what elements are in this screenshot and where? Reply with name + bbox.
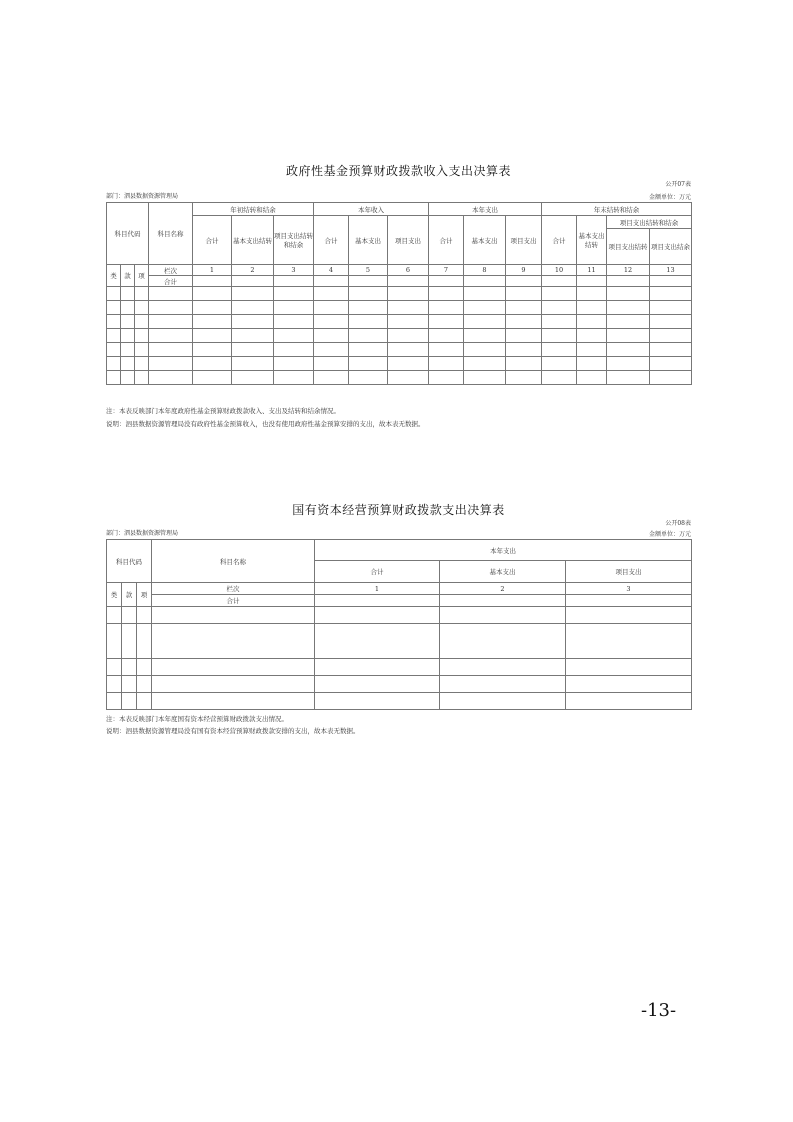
empty-row xyxy=(107,329,121,343)
empty-row xyxy=(107,343,121,357)
col-number: 8 xyxy=(464,265,506,276)
state-capital-table-sheet xyxy=(106,497,691,737)
empty-row xyxy=(107,315,121,329)
col-number: 13 xyxy=(650,265,692,276)
government-fund-table xyxy=(106,202,692,385)
row-label-cell: 栏次 xyxy=(149,265,193,276)
table1-explanation: 说明：泗县数据资源管理局没有政府性基金预算收入，也没有使用政府性基金预算安排的支出，故本表无数据。 xyxy=(106,420,425,428)
end-project-sub-header: 项目支出结转和结余 xyxy=(607,216,692,229)
col-number: 2 xyxy=(440,583,566,595)
expense-total-header: 合计 xyxy=(429,216,464,265)
end-basic-carry-header: 基本支出结转 xyxy=(577,216,607,265)
col-number: 3 xyxy=(274,265,314,276)
col-number: 4 xyxy=(314,265,349,276)
table1-title: 政府性基金预算财政拨款收入支出决算表 xyxy=(285,164,511,178)
table1-unit: 金额单位：万元 xyxy=(648,194,691,201)
col-number: 3 xyxy=(566,583,692,595)
subject-code-header: 科目代码 xyxy=(107,540,152,583)
row-label-cell: 栏次 xyxy=(152,583,315,595)
begin-total-header: 合计 xyxy=(193,216,232,265)
table1-code: 公开07表 xyxy=(665,181,691,188)
col-number: 1 xyxy=(193,265,232,276)
end-project-surplus-header: 项目支出结余 xyxy=(650,229,692,265)
col-number: 1 xyxy=(315,583,440,595)
expense-basic-header: 基本支出 xyxy=(440,561,566,583)
xiang-header: 项 xyxy=(135,265,149,287)
expense-group-header: 本年支出 xyxy=(429,203,542,216)
table2-note: 注：本表反映部门本年度国有资本经营预算财政拨款支出情况。 xyxy=(106,715,288,723)
table1-department: 部门：泗县数据资源管理局 xyxy=(106,193,179,200)
expense-group-header: 本年支出 xyxy=(315,540,692,561)
col-number: 7 xyxy=(429,265,464,276)
begin-project-carry-header: 项目支出结转和结余 xyxy=(274,216,314,265)
page-number: -13- xyxy=(641,1000,677,1021)
table1-note: 注：本表反映部门本年度政府性基金预算财政拨款收入、支出及结转和结余情况。 xyxy=(106,407,340,415)
table2-unit: 金额单位：万元 xyxy=(648,531,691,538)
expense-total-header: 合计 xyxy=(315,561,440,583)
table2-department: 部门：泗县数据资源管理局 xyxy=(106,530,179,537)
kuan-header: 款 xyxy=(121,265,135,287)
col-number: 11 xyxy=(577,265,607,276)
col-number: 10 xyxy=(542,265,577,276)
total-row-label: 合计 xyxy=(152,595,315,607)
expense-basic-header: 基本支出 xyxy=(464,216,506,265)
government-fund-table-sheet xyxy=(106,158,691,433)
col-number: 6 xyxy=(388,265,429,276)
expense-project-header: 项目支出 xyxy=(506,216,542,265)
subject-name-header: 科目名称 xyxy=(149,203,193,265)
col-number: 9 xyxy=(506,265,542,276)
begin-balance-group-header: 年初结转和结余 xyxy=(193,203,314,216)
empty-row xyxy=(107,607,122,624)
col-number: 2 xyxy=(232,265,274,276)
income-basic-header: 基本支出 xyxy=(349,216,388,265)
empty-row xyxy=(107,301,121,315)
subject-code-header: 科目代码 xyxy=(107,203,149,265)
empty-row xyxy=(107,624,122,659)
empty-row xyxy=(107,659,122,676)
expense-project-header: 项目支出 xyxy=(566,561,692,583)
empty-row xyxy=(107,287,121,301)
col-number: 12 xyxy=(607,265,650,276)
empty-row xyxy=(107,371,121,385)
income-total-header: 合计 xyxy=(314,216,349,265)
kuan-header: 款 xyxy=(122,583,137,607)
col-number: 5 xyxy=(349,265,388,276)
table2-title: 国有资本经营预算财政拨款支出决算表 xyxy=(292,503,505,517)
empty-row xyxy=(107,676,122,693)
income-group-header: 本年收入 xyxy=(314,203,429,216)
end-total-header: 合计 xyxy=(542,216,577,265)
begin-basic-carry-header: 基本支出结转 xyxy=(232,216,274,265)
end-balance-group-header: 年末结转和结余 xyxy=(542,203,692,216)
empty-row xyxy=(107,357,121,371)
end-project-carry-header: 项目支出结转 xyxy=(607,229,650,265)
total-row-label: 合计 xyxy=(149,276,193,287)
xiang-header: 项 xyxy=(137,583,152,607)
subject-name-header: 科目名称 xyxy=(152,540,315,583)
table2-explanation: 说明：泗县数据资源管理局没有国有资本经营预算财政拨款安排的支出，故本表无数据。 xyxy=(106,727,360,735)
income-project-header: 项目支出 xyxy=(388,216,429,265)
table2-code: 公开08表 xyxy=(665,520,691,527)
lei-header: 类 xyxy=(107,265,121,287)
lei-header: 类 xyxy=(107,583,122,607)
empty-row xyxy=(107,693,122,710)
state-capital-table xyxy=(106,539,692,710)
